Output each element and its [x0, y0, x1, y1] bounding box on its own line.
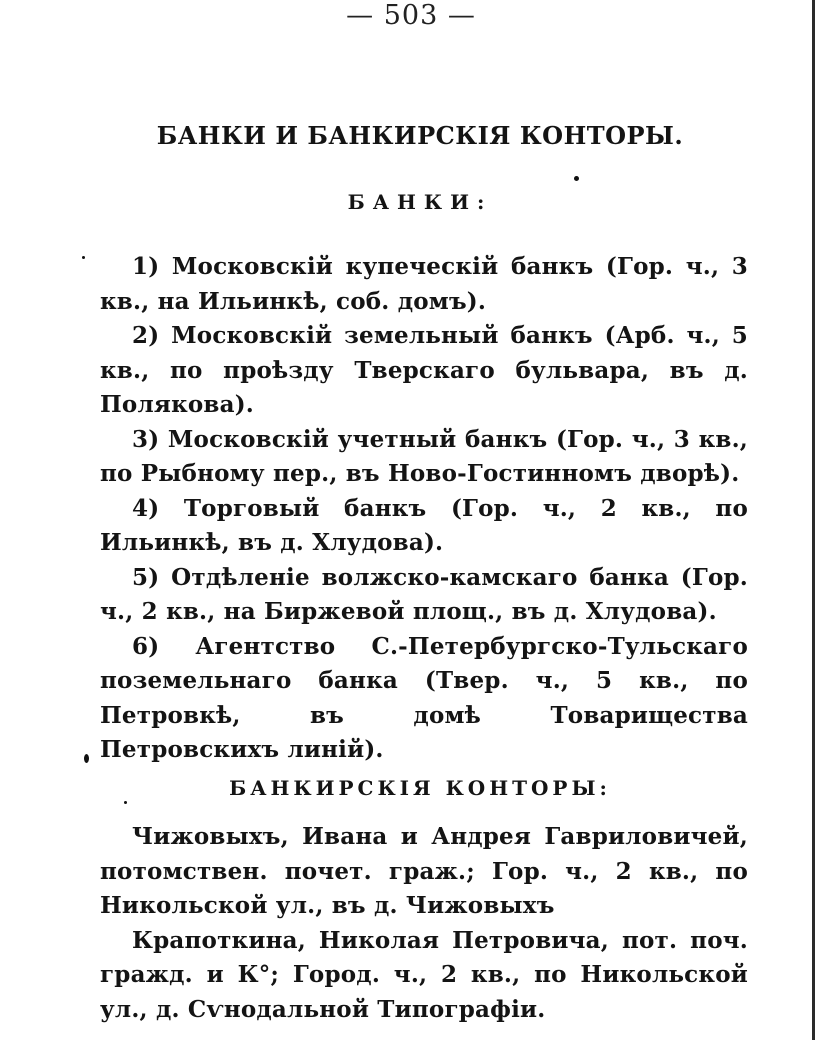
banker-entry: Крапоткина, Николая Петровича, пот. поч. гражд. и К°; Город. ч., 2 кв., по Никольской ул., д. Сѵнодальной Типографіи. — [100, 926, 748, 1023]
bank-entry: 1) Московскій купеческій банкъ (Гор. ч., 3 кв., на Ильинкѣ, соб. домъ). — [100, 253, 748, 315]
page-edge-rule — [812, 0, 815, 1040]
banks-list — [100, 250, 748, 768]
ink-speck — [574, 176, 579, 181]
ink-speck — [84, 754, 89, 763]
bank-entry: 2) Московскій земельный банкъ (Арб. ч., 5 кв., по проѣзду Тверскаго бульвара, въ д. Полякова). — [100, 322, 748, 418]
bank-entry: 3) Московскій учетный банкъ (Гор. ч., 3 кв., по Рыбному пер., въ Ново-Гостинномъ дворѣ). — [100, 425, 748, 487]
bankers-list — [100, 820, 748, 1027]
banker-entry: Чижовыхъ, Ивана и Андрея Гавриловичей, потомствен. почет. граж.; Гор. ч., 2 кв., по Никольской ул., въ д. Чижовыхъ — [100, 823, 748, 919]
bank-entry: 5) Отдѣленіе волжско-камскаго банка (Гор. ч., 2 кв., на Биржевой площ., въ д. Хлудова). — [100, 563, 748, 625]
page-number: — 503 — — [346, 0, 476, 31]
banks-heading: БАНКИ: — [347, 190, 493, 214]
ink-speck — [82, 256, 85, 259]
bank-entry: 4) Торговый банкъ (Гор. ч., 2 кв., по Ильинкѣ, въ д. Хлудова). — [100, 494, 748, 556]
section-title: БАНКИ И БАНКИРСКІЯ КОНТОРЫ. — [156, 121, 684, 150]
bank-entry: 6) Агентство С.-Петербургско-Тульскаго поземельнаго банка (Твер. ч., 5 кв., по Петровкѣ, въ домѣ Товарищества Петровскихъ линій). — [100, 632, 748, 763]
bankers-heading: БАНКИРСКІЯ КОНТОРЫ: — [229, 776, 611, 800]
ink-speck — [124, 801, 127, 804]
